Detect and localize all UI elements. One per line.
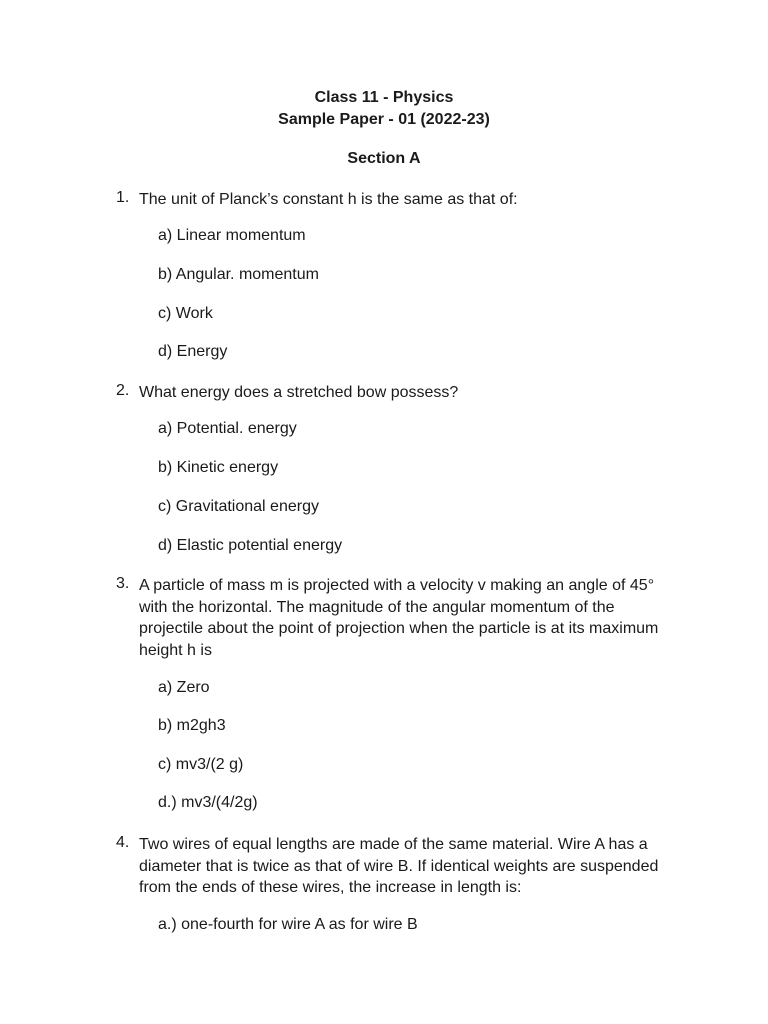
option-b: b) Kinetic energy: [158, 459, 279, 476]
option-c: c) mv3/(2 g): [158, 756, 244, 773]
question-text: What energy does a stretched bow possess?: [139, 384, 459, 401]
paper-title: Sample Paper - 01 (2022-23): [278, 111, 490, 128]
option-a: a) Linear momentum: [158, 227, 306, 244]
option-d: d) Elastic potential energy: [158, 537, 343, 554]
option-b: b) Angular. momentum: [158, 266, 319, 283]
option-a: a) Potential. energy: [158, 420, 297, 437]
question-number: 3.: [116, 575, 130, 592]
option-a: a.) one-fourth for wire A as for wire B: [158, 916, 418, 933]
class-title: Class 11 - Physics: [314, 89, 454, 106]
question-number: 4.: [116, 834, 130, 851]
question-text: A particle of mass m is projected with a velocity v making an angle of 45° with the horizontal. The magnitude of the angular momentum of the projectile about the point of projection when the particle is at its maximum height h is: [139, 577, 659, 659]
option-c: c) Work: [158, 305, 213, 322]
question-text: Two wires of equal lengths are made of the same material. Wire A has a diameter that is twice as that of wire B. If identical weights are suspended from the ends of these wires, the increase in length is:: [139, 836, 659, 896]
section-heading: Section A: [347, 150, 421, 167]
question-number: 1.: [116, 189, 130, 206]
question-number: 2.: [116, 382, 130, 399]
option-d: d.) mv3/(4/2g): [158, 794, 258, 811]
option-d: d) Energy: [158, 343, 228, 360]
question-text: The unit of Planck’s constant h is the same as that of:: [139, 191, 518, 208]
option-b: b) m2gh3: [158, 717, 226, 734]
option-c: c) Gravitational energy: [158, 498, 319, 515]
option-a: a) Zero: [158, 679, 210, 696]
